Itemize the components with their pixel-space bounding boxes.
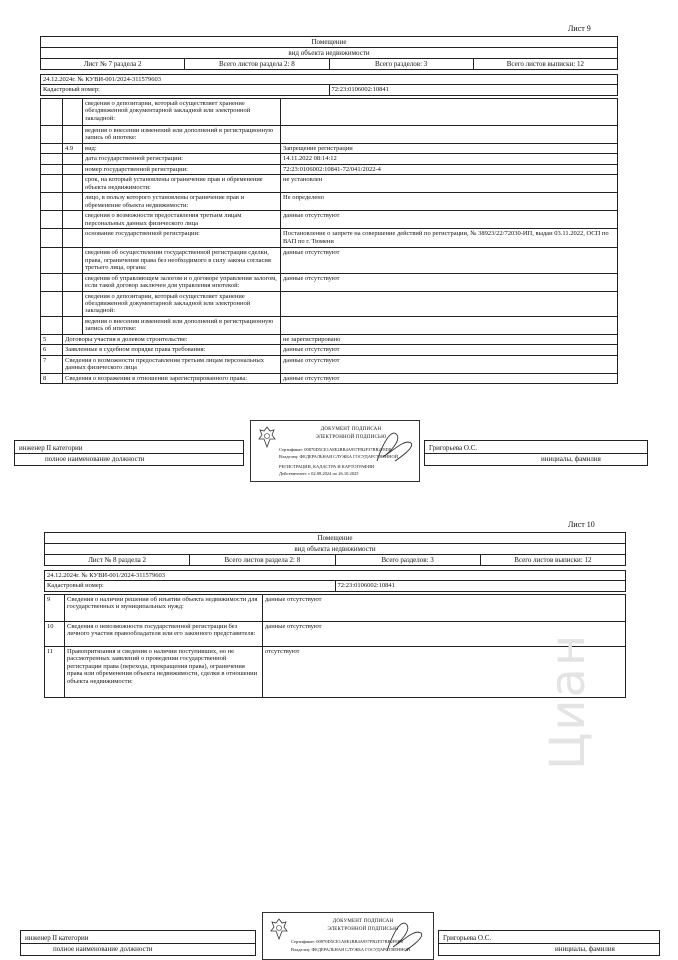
extract-id-table [40, 74, 618, 96]
row-value [281, 291, 618, 316]
cadastral-label: Кадастровый номер: [41, 85, 330, 95]
row-value: Запрещение регистрации [281, 143, 618, 153]
row-number: 9 [45, 595, 65, 622]
row-value: данные отсутствуют [281, 273, 618, 291]
object-title: Помещение [45, 533, 626, 544]
row-label: вид: [83, 143, 281, 153]
stamp-valid: Действителен: с 02.08.2024 по 26.10.2025 [279, 471, 359, 476]
total-sheets-section: Всего листов раздела 2: 8 [190, 555, 335, 566]
row-value: 14.11.2022 08:14:12 [281, 154, 618, 164]
stamp-line1: ДОКУМЕНТ ПОДПИСАН [332, 919, 394, 924]
person-box [424, 440, 648, 466]
table-row [41, 211, 618, 229]
row-value [281, 99, 618, 126]
stamp-line2: ЭЛЕКТРОННОЙ ПОДПИСЬЮ [327, 927, 399, 932]
object-type: вид объекта недвижимости [41, 48, 618, 59]
row-label: дата государственной регистрации: [83, 154, 281, 164]
stamp-owner: Владелец: ФЕДЕРАЛЬНАЯ СЛУЖБА ГОСУДАРСТВЕННОЙ [291, 947, 411, 952]
object-type: вид объекта недвижимости [45, 544, 626, 555]
position-caption: полное наименование должности [53, 945, 153, 953]
row-label: Сведения о возражении в отношении зарегистрированного права: [63, 373, 281, 383]
row-label: Сведения о возможности предоставления третьим лицам персональных данных физического лица [63, 355, 281, 373]
row-value: данные отсутствуют [281, 355, 618, 373]
row-label: номер государственной регистрации: [83, 164, 281, 174]
position-box [20, 930, 256, 956]
rights-claims-table [44, 594, 626, 698]
row-value: данные отсутствуют [263, 595, 626, 622]
row-label: сведения о депозитарии, который осуществляет хранение обездвиженной документарной закладной или электронной закладной: [83, 99, 281, 126]
row-label: сведения об осуществлении государственной регистрации сделки, права, ограничения права без необходимого в силу закона согласия третьего лица, органа: [83, 248, 281, 273]
person-box [438, 930, 660, 956]
row-number: 7 [41, 355, 63, 373]
stamp-owner2: РЕГИСТРАЦИИ, КАДАСТРА И КАРТОГРАФИИ [279, 464, 375, 469]
cadastral-label: Кадастровый номер: [45, 581, 336, 591]
row-label: ведения о внесении изменений или дополнений в регистрационную запись об ипотеке: [83, 126, 281, 144]
row-label: Сведения о наличии решения об изъятии объекта недвижимости для государственных и муниципальных нужд: [65, 595, 263, 622]
stamp-owner: Владелец: ФЕДЕРАЛЬНАЯ СЛУЖБА ГОСУДАРСТВЕННОЙ [279, 454, 399, 459]
row-value: не установлен [281, 175, 618, 193]
signature-icon [371, 427, 419, 467]
total-sheets-extract: Всего листов выписки: 12 [473, 59, 617, 70]
total-sections: Всего разделов: 3 [329, 59, 473, 70]
sheet-label: Лист 10 [568, 520, 595, 529]
row-value: данные отсутствуют [281, 211, 618, 229]
sheet-header [40, 36, 618, 70]
signature-stamp [262, 912, 434, 960]
date-number: 24.12.2024г. № КУВИ-001/2024-311579603 [45, 571, 626, 581]
table-row [41, 373, 618, 383]
row-label: лицо, в пользу которого установлены ограничение прав и обременение объекта недвижимости: [83, 193, 281, 211]
row-label: Договоры участия в долевом строительстве: [63, 334, 281, 344]
row-value: данные отсутствуют [281, 373, 618, 383]
total-sheets-section: Всего листов раздела 2: 8 [185, 59, 329, 70]
date-number: 24.12.2024г. № КУВИ-001/2024-311579603 [41, 75, 618, 85]
signature-stamp [250, 420, 420, 482]
table-row [41, 164, 618, 174]
row-label: сведения об управляющем залогом и о договоре управления залогом, если такой договор заключен для управления ипотекой: [83, 273, 281, 291]
sheet-header [44, 532, 626, 566]
sheet-label: Лист 9 [568, 24, 591, 33]
row-number: 8 [41, 373, 63, 383]
table-row [41, 334, 618, 344]
stamp-line2: ЭЛЕКТРОННОЙ ПОДПИСЬЮ [315, 435, 387, 440]
row-value: Не определено [281, 193, 618, 211]
row-label: сведения о возможности предоставления третьим лицам персональных данных физического лица [83, 211, 281, 229]
cadastral-value: 72:23:0106002:10841 [335, 581, 626, 591]
person-caption: инициалы, фамилия [555, 945, 615, 953]
row-value: данные отсутствуют [281, 248, 618, 273]
row-value: 72:23:0106002:10841-72/041/2022-4 [281, 164, 618, 174]
row-number: 10 [45, 622, 65, 647]
table-row [41, 345, 618, 355]
row-number: 6 [41, 345, 63, 355]
table-row [41, 143, 618, 153]
table-row [41, 273, 618, 291]
sheet-number: Лист № 7 раздела 2 [41, 59, 185, 70]
stamp-cert: Сертификат: 00870D5CE1A8E2BB4A957FB2F37BB2F8D8 [291, 939, 404, 944]
emblem-icon [257, 425, 277, 449]
extract-id-table [44, 570, 626, 592]
table-row [41, 99, 618, 126]
table-row [45, 647, 626, 698]
table-row [41, 291, 618, 316]
object-title: Помещение [41, 37, 618, 48]
table-row [41, 316, 618, 334]
sheet-number: Лист № 8 раздела 2 [45, 555, 190, 566]
position-text: инженер II категории [19, 444, 83, 452]
watermark: Циан [540, 632, 596, 770]
row-label: ведения о внесении изменений или дополнений в регистрационную запись об ипотеке: [83, 316, 281, 334]
position-caption: полное наименование должности [45, 455, 145, 463]
row-label: сведения о депозитарии, который осуществляет хранение обездвиженной документарной закладной или электронной закладной: [83, 291, 281, 316]
row-label: Правопритязания и сведения о наличии поступивших, но не рассмотренных заявлений о проведении государственной регистрации права (перехода, прекращения права), ограничения права или обременения объекта недвижимости, сделки в отношении объекта недвижимости: [65, 647, 263, 698]
emblem-icon [269, 917, 289, 941]
person-name: Григорьева О.С. [429, 444, 478, 452]
stamp-cert: Сертификат: 00870D5CE1A8E2BB4A957FB2F37BB2F8D8 [279, 447, 392, 452]
row-value: не зарегистрировано [281, 334, 618, 344]
row-label: Заявленные в судебном порядке права требования: [63, 345, 281, 355]
position-text: инженер II категории [25, 934, 89, 942]
row-number: 5 [41, 334, 63, 344]
row-label: основание государственной регистрации: [83, 229, 281, 248]
row-value: отсутствуют [263, 647, 626, 698]
position-box [14, 440, 244, 466]
stamp-line1: ДОКУМЕНТ ПОДПИСАН [320, 427, 382, 432]
total-sheets-extract: Всего листов выписки: 12 [480, 555, 625, 566]
table-row [41, 126, 618, 144]
row-number: 11 [45, 647, 65, 698]
table-row [41, 248, 618, 273]
row-label: срок, на который установлены ограничение прав и обременение объекта недвижимости: [83, 175, 281, 193]
signature-icon [381, 917, 429, 957]
table-row [41, 355, 618, 373]
block-number: 4.9 [63, 143, 83, 153]
table-row [45, 595, 626, 622]
row-label: Сведения о невозможности государственной регистрации без личного участия правообладателя или его законного представителя: [65, 622, 263, 647]
row-value: Постановление о запрете на совершение действий по регистрации, № 38923/22/72030-ИП, выдан 03.11.2022, ОСП по ВАП по г. Тюмени [281, 229, 618, 248]
row-value: данные отсутствуют [281, 345, 618, 355]
table-row [41, 229, 618, 248]
cadastral-value: 72:23:0106002:10841 [329, 85, 618, 95]
encumbrance-table [40, 98, 618, 384]
person-name: Григорьева О.С. [443, 934, 492, 942]
table-row [45, 622, 626, 647]
total-sections: Всего разделов: 3 [335, 555, 480, 566]
person-caption: инициалы, фамилия [541, 455, 601, 463]
row-value [281, 126, 618, 144]
table-row [41, 154, 618, 164]
table-row [41, 193, 618, 211]
table-row [41, 175, 618, 193]
row-value [281, 316, 618, 334]
row-value: данные отсутствуют [263, 622, 626, 647]
